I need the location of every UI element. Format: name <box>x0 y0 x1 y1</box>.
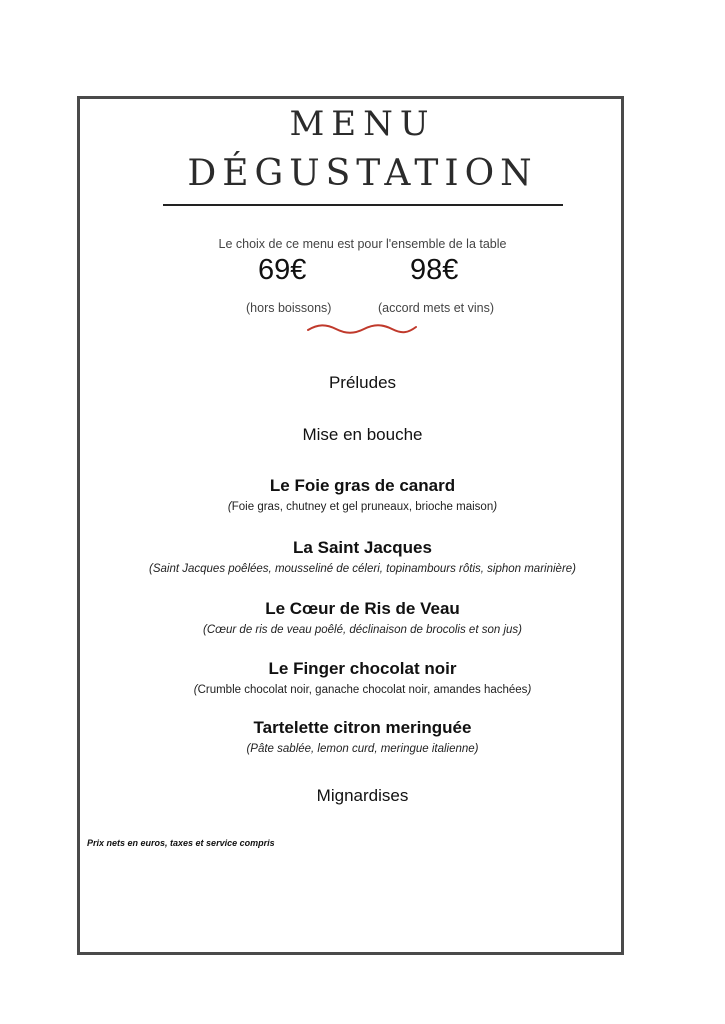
menu-frame <box>77 96 624 955</box>
dish-description: (Saint Jacques poêlées, mousseliné de céleri, topinambours rôtis, siphon marinière) <box>149 563 576 575</box>
dish-description: (Pâte sablée, lemon curd, meringue italienne) <box>246 743 479 755</box>
dish-name: La Saint Jacques <box>293 538 432 557</box>
dish-description: (Foie gras, chutney et gel pruneaux, brioche maison) <box>227 501 498 513</box>
dish-description: (Cœur de ris de veau poêlé, déclinaison de brocolis et son jus) <box>203 624 522 636</box>
decorative-squiggle-icon <box>306 322 418 336</box>
dish-description: (Crumble chocolat noir, ganache chocolat noir, amandes hachées) <box>193 684 532 696</box>
section-preludes: Préludes <box>328 373 397 392</box>
table-choice-note: Le choix de ce menu est pour l'ensemble de la table <box>218 237 507 251</box>
dish-name: Tartelette citron meringuée <box>253 718 472 737</box>
title-divider <box>163 204 563 206</box>
price-with-wine: 98€ <box>410 254 459 286</box>
dish-name: Le Foie gras de canard <box>269 476 456 495</box>
dish-name: Le Finger chocolat noir <box>268 659 457 678</box>
price-footnote: Prix nets en euros, taxes et service compris <box>87 838 275 848</box>
menu-title-line1: MENU <box>289 104 436 144</box>
price-without-drinks: 69€ <box>258 254 307 286</box>
dish-name: Le Cœur de Ris de Veau <box>265 599 460 618</box>
section-amuse-bouche: Mise en bouche <box>302 425 423 444</box>
section-mignardises: Mignardises <box>316 786 409 805</box>
price-with-wine-label: (accord mets et vins) <box>378 301 495 315</box>
price-without-drinks-label: (hors boissons) <box>246 301 332 315</box>
menu-title-line2: DÉGUSTATION <box>187 153 538 194</box>
